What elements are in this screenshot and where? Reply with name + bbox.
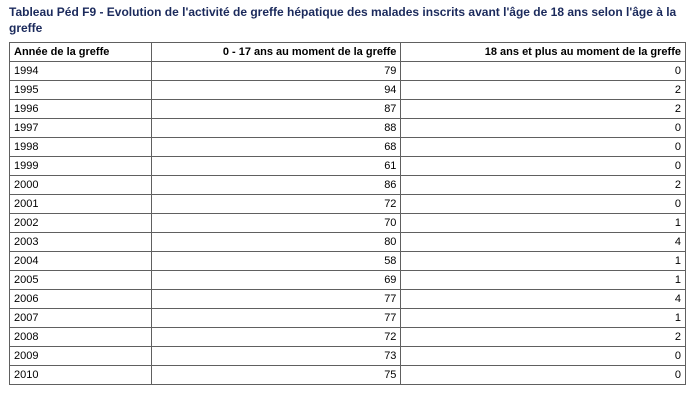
column-header-age-0-17: 0 - 17 ans au moment de la greffe <box>151 43 401 62</box>
cell-year: 2008 <box>10 328 152 347</box>
cell-year: 2002 <box>10 214 152 233</box>
cell-age-18-plus: 2 <box>401 81 686 100</box>
cell-age-18-plus: 0 <box>401 366 686 385</box>
table-row <box>10 176 686 195</box>
cell-year: 1998 <box>10 138 152 157</box>
table-row <box>10 214 686 233</box>
cell-year: 2005 <box>10 271 152 290</box>
table-row <box>10 252 686 271</box>
cell-year: 2010 <box>10 366 152 385</box>
table-row <box>10 195 686 214</box>
table-row <box>10 290 686 309</box>
cell-age-18-plus: 1 <box>401 252 686 271</box>
cell-year: 2009 <box>10 347 152 366</box>
cell-age-18-plus: 2 <box>401 328 686 347</box>
data-table <box>9 42 686 385</box>
cell-age-0-17: 79 <box>151 62 401 81</box>
cell-age-0-17: 88 <box>151 119 401 138</box>
cell-age-18-plus: 4 <box>401 233 686 252</box>
cell-age-0-17: 80 <box>151 233 401 252</box>
cell-year: 2006 <box>10 290 152 309</box>
cell-year: 2007 <box>10 309 152 328</box>
cell-age-18-plus: 1 <box>401 271 686 290</box>
cell-age-18-plus: 0 <box>401 195 686 214</box>
cell-year: 1996 <box>10 100 152 119</box>
cell-year: 2001 <box>10 195 152 214</box>
cell-age-0-17: 68 <box>151 138 401 157</box>
cell-age-0-17: 69 <box>151 271 401 290</box>
table-body <box>10 62 686 385</box>
cell-age-18-plus: 0 <box>401 119 686 138</box>
cell-age-18-plus: 0 <box>401 138 686 157</box>
table-row <box>10 81 686 100</box>
table-row <box>10 138 686 157</box>
table-row <box>10 271 686 290</box>
cell-age-0-17: 72 <box>151 328 401 347</box>
cell-age-18-plus: 1 <box>401 309 686 328</box>
cell-age-0-17: 77 <box>151 309 401 328</box>
cell-year: 1997 <box>10 119 152 138</box>
table-caption: Tableau Péd F9 - Evolution de l'activité de greffe hépatique des malades inscrits avant l'âge de 18 ans selon l'âge à la greffe <box>9 5 677 35</box>
cell-age-0-17: 77 <box>151 290 401 309</box>
cell-age-0-17: 72 <box>151 195 401 214</box>
cell-age-0-17: 87 <box>151 100 401 119</box>
cell-age-0-17: 61 <box>151 157 401 176</box>
cell-year: 1995 <box>10 81 152 100</box>
cell-age-0-17: 94 <box>151 81 401 100</box>
cell-age-18-plus: 1 <box>401 214 686 233</box>
cell-year: 1994 <box>10 62 152 81</box>
cell-year: 1999 <box>10 157 152 176</box>
cell-age-18-plus: 4 <box>401 290 686 309</box>
cell-age-0-17: 73 <box>151 347 401 366</box>
cell-age-18-plus: 2 <box>401 100 686 119</box>
table-row <box>10 100 686 119</box>
table-row <box>10 157 686 176</box>
cell-age-18-plus: 2 <box>401 176 686 195</box>
table-row <box>10 62 686 81</box>
column-header-year: Année de la greffe <box>10 43 152 62</box>
table-row <box>10 328 686 347</box>
table-row <box>10 366 686 385</box>
cell-age-0-17: 58 <box>151 252 401 271</box>
column-header-age-18-plus: 18 ans et plus au moment de la greffe <box>401 43 686 62</box>
table-row <box>10 233 686 252</box>
cell-age-0-17: 70 <box>151 214 401 233</box>
cell-age-18-plus: 0 <box>401 157 686 176</box>
table-row <box>10 309 686 328</box>
cell-year: 2000 <box>10 176 152 195</box>
cell-year: 2003 <box>10 233 152 252</box>
table-row <box>10 119 686 138</box>
cell-age-18-plus: 0 <box>401 347 686 366</box>
cell-age-0-17: 86 <box>151 176 401 195</box>
table-row <box>10 347 686 366</box>
cell-age-0-17: 75 <box>151 366 401 385</box>
cell-year: 2004 <box>10 252 152 271</box>
header-row <box>10 43 686 62</box>
cell-age-18-plus: 0 <box>401 62 686 81</box>
